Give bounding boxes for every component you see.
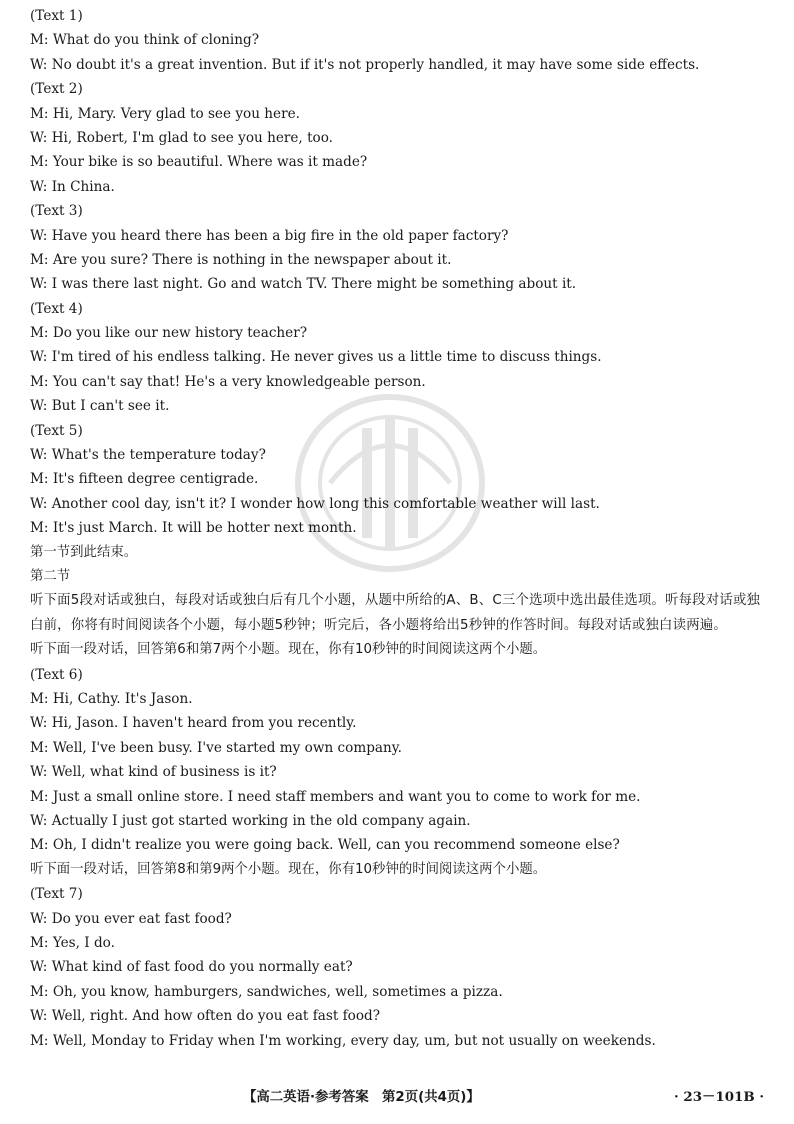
dialogue-line: M: Just a small online store. I need staff members and want you to come to work for me.	[30, 788, 641, 805]
dialogue-line: M: Are you sure? There is nothing in the newspaper about it.	[30, 251, 452, 268]
footer-code: · 23－101B ·	[674, 1089, 764, 1105]
text-6-heading: (Text 6)	[30, 666, 83, 683]
dialogue-line: M: It's fifteen degree centigrade.	[30, 471, 259, 488]
text-3-heading: (Text 3)	[30, 203, 83, 220]
dialogue-line: M: Well, Monday to Friday when I'm working, every day, um, but not usually on weekends.	[30, 1032, 656, 1049]
dialogue-line: W: What kind of fast food do you normally eat?	[30, 959, 353, 976]
dialogue-line: M: Oh, you know, hamburgers, sandwiches, well, sometimes a pizza.	[30, 983, 503, 1000]
dialogue-line: W: Have you heard there has been a big fire in the old paper factory?	[30, 227, 509, 244]
dialogue-line: M: Your bike is so beautiful. Where was it made?	[30, 154, 368, 171]
page-footer	[0, 1086, 794, 1106]
dialogue-line: M: You can't say that! He's a very knowledgeable person.	[30, 373, 426, 390]
text-2-heading: (Text 2)	[30, 81, 83, 98]
dialogue-line: W: Hi, Jason. I haven't heard from you recently.	[30, 715, 357, 732]
dialogue-line: W: No doubt it's a great invention. But if it's not properly handled, it may have some side effects.	[30, 56, 700, 73]
dialogue-line: W: Well, what kind of business is it?	[30, 764, 277, 781]
dialogue-line: M: Well, I've been busy. I've started my own company.	[30, 739, 402, 756]
dialogue-line: W: I was there last night. Go and watch TV. There might be something about it.	[30, 276, 577, 293]
text-1-heading: (Text 1)	[30, 8, 83, 24]
instruction-line: 听下面一段对话，回答第8和第9两个小题。现在，你有10秒钟的时间阅读这两个小题。	[30, 861, 547, 877]
dialogue-line: M: What do you think of cloning?	[30, 32, 259, 49]
dialogue-line: W: But I can't see it.	[30, 398, 170, 415]
dialogue-line: W: In China.	[30, 178, 115, 195]
instruction-paragraph: 听下面5段对话或独白，每段对话或独白后有几个小题，从题中所给的A、B、C三个选项中选出最佳选项。听每段对话或独白前，你将有时间阅读各个小题，每小题5秒钟；听完后，各小题将给出5秒钟的作答时间。每段对话或独白读两遍。	[30, 593, 761, 633]
dialogue-line: M: Do you like our new history teacher?	[30, 325, 308, 342]
text-7-heading: (Text 7)	[30, 886, 83, 903]
dialogue-line: M: It's just March. It will be hotter next month.	[30, 520, 357, 537]
dialogue-line: M: Yes, I do.	[30, 934, 115, 951]
dialogue-line: W: Actually I just got started working in the old company again.	[30, 812, 471, 829]
dialogue-line: W: I'm tired of his endless talking. He never gives us a little time to discuss things.	[30, 349, 602, 366]
document-body	[30, 4, 770, 1053]
dialogue-line: W: What's the temperature today?	[30, 447, 266, 464]
dialogue-line: W: Hi, Robert, I'm glad to see you here, too.	[30, 129, 333, 146]
section-end-note: 第一节到此结束。	[30, 544, 138, 560]
dialogue-line: M: Hi, Cathy. It's Jason.	[30, 691, 193, 708]
instruction-line: 听下面一段对话，回答第6和第7两个小题。现在，你有10秒钟的时间阅读这两个小题。	[30, 642, 547, 658]
footer-page-info: 【高二英语·参考答案 第2页(共4页)】	[243, 1090, 480, 1105]
dialogue-line: W: Another cool day, isn't it? I wonder how long this comfortable weather will last.	[30, 495, 600, 512]
dialogue-line: M: Oh, I didn't realize you were going back. Well, can you recommend someone else?	[30, 837, 620, 854]
dialogue-line: W: Well, right. And how often do you eat fast food?	[30, 1008, 380, 1025]
text-5-heading: (Text 5)	[30, 422, 83, 439]
dialogue-line: M: Hi, Mary. Very glad to see you here.	[30, 105, 300, 122]
dialogue-line: W: Do you ever eat fast food?	[30, 910, 232, 927]
section-2-heading: 第二节	[30, 569, 71, 584]
text-4-heading: (Text 4)	[30, 300, 83, 317]
